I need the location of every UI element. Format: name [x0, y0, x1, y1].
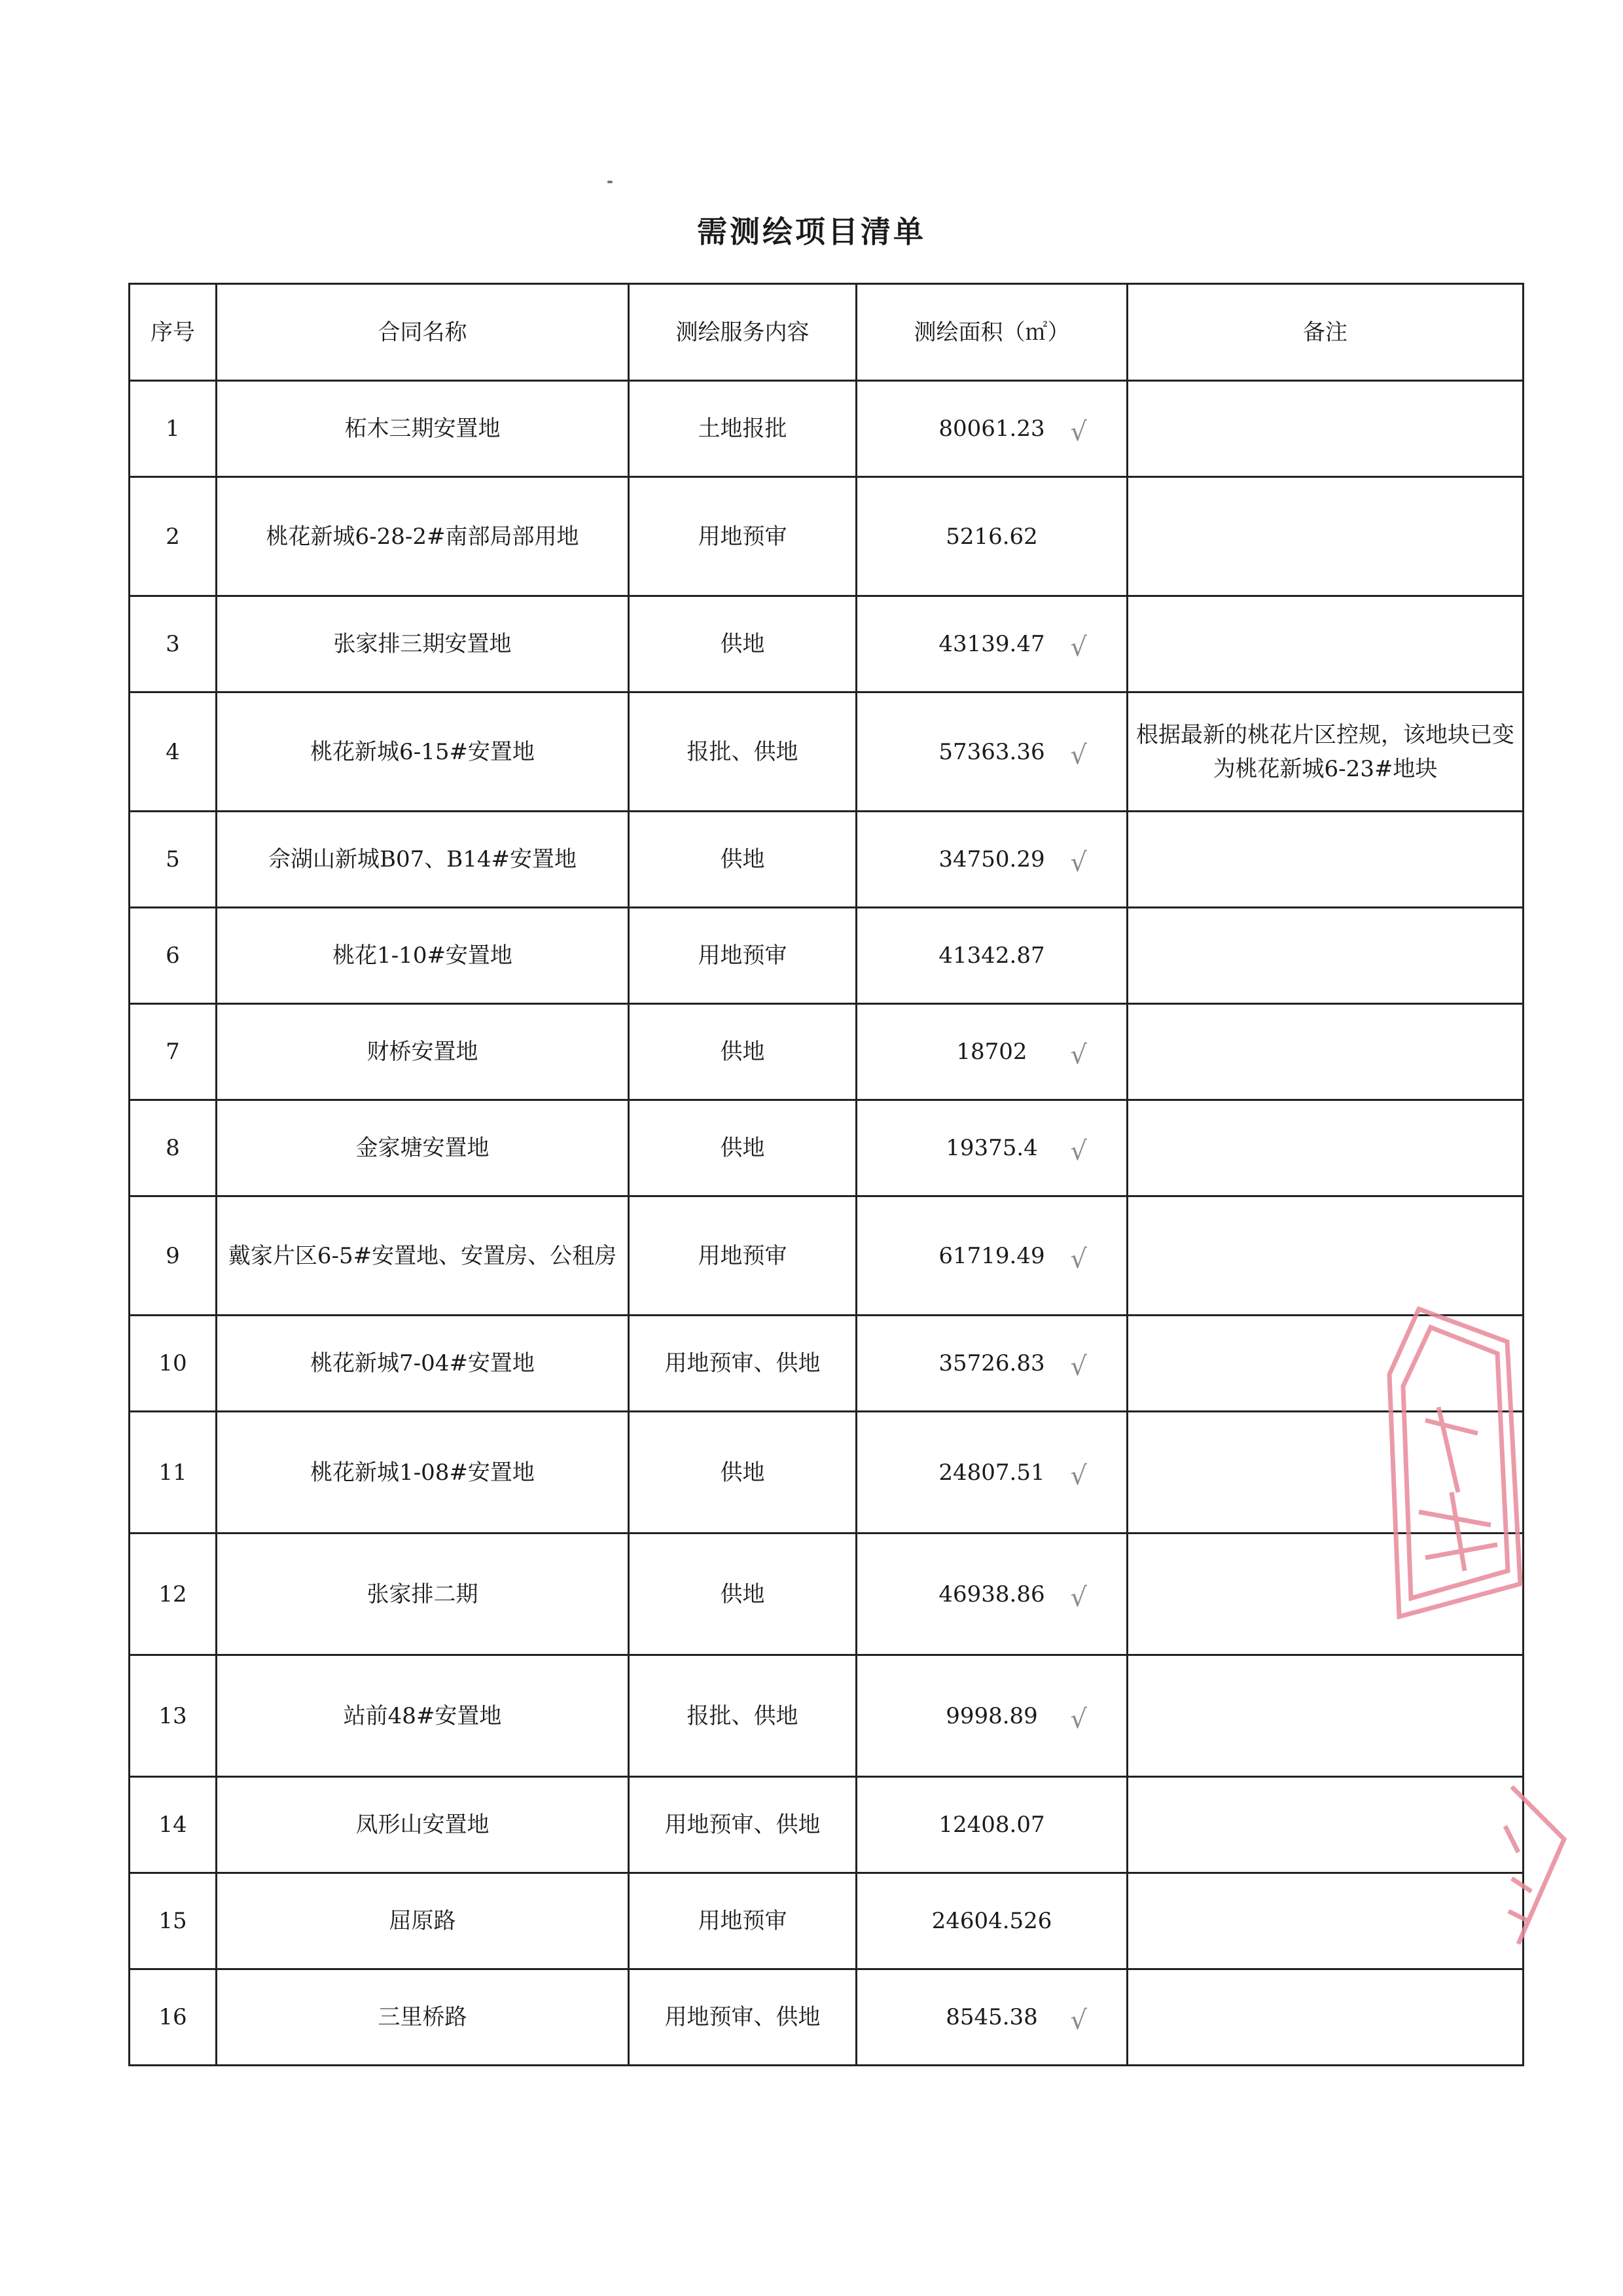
cell-contract-name: 桃花新城6-15#安置地	[217, 692, 629, 812]
cell-contract-name: 桃花新城7-04#安置地	[217, 1316, 629, 1412]
check-mark-icon: √	[1070, 417, 1087, 448]
cell-contract-name: 张家排三期安置地	[217, 596, 629, 692]
cell-contract-name: 财桥安置地	[217, 1004, 629, 1100]
cell-service-content: 用地预审、供地	[629, 1969, 857, 2066]
area-value: 8545.38	[946, 2004, 1038, 2030]
table-row	[130, 1534, 1524, 1655]
cell-remark	[1128, 1655, 1524, 1777]
cell-service-content: 供地	[629, 1534, 857, 1655]
cell-service-content: 土地报批	[629, 381, 857, 477]
cell-service-content: 报批、供地	[629, 692, 857, 812]
cell-area	[857, 1777, 1128, 1873]
cell-serial: 7	[130, 1004, 217, 1100]
cell-service-content: 供地	[629, 812, 857, 908]
area-value: 9998.89	[946, 1702, 1038, 1729]
cell-contract-name: 佘湖山新城B07、B14#安置地	[217, 812, 629, 908]
area-value: 12408.07	[938, 1812, 1045, 1838]
cell-contract-name: 桃花1-10#安置地	[217, 908, 629, 1004]
cell-service-content: 用地预审	[629, 477, 857, 596]
cell-remark	[1128, 1100, 1524, 1196]
table-row	[130, 1100, 1524, 1196]
cell-remark: 根据最新的桃花片区控规，该地块已变为桃花新城6-23#地块	[1128, 692, 1524, 812]
cell-remark	[1128, 1969, 1524, 2066]
cell-service-content: 供地	[629, 1004, 857, 1100]
header-service-content: 测绘服务内容	[629, 284, 857, 381]
cell-contract-name: 三里桥路	[217, 1969, 629, 2066]
check-mark-icon: √	[1070, 1352, 1087, 1382]
check-mark-icon: √	[1070, 1582, 1087, 1613]
header-serial: 序号	[130, 284, 217, 381]
cell-contract-name: 屈原路	[217, 1873, 629, 1969]
check-mark-icon: √	[1070, 1704, 1087, 1734]
table-row	[130, 477, 1524, 596]
cell-serial: 15	[130, 1873, 217, 1969]
page-title: 需测绘项目清单	[697, 214, 926, 249]
check-mark-icon: √	[1070, 1460, 1087, 1491]
cell-contract-name: 站前48#安置地	[217, 1655, 629, 1777]
table-row	[130, 596, 1524, 692]
cell-service-content: 用地预审、供地	[629, 1777, 857, 1873]
cell-area	[857, 1316, 1128, 1412]
area-value: 46938.86	[938, 1581, 1045, 1607]
table-row	[130, 1873, 1524, 1969]
cell-remark	[1128, 1412, 1524, 1534]
check-mark-icon: √	[1070, 632, 1087, 663]
cell-contract-name: 桃花新城1-08#安置地	[217, 1412, 629, 1534]
table-row	[130, 1655, 1524, 1777]
cell-area	[857, 596, 1128, 692]
cell-serial: 14	[130, 1777, 217, 1873]
cell-serial: 2	[130, 477, 217, 596]
area-value: 19375.4	[946, 1135, 1038, 1161]
cell-contract-name: 金家塘安置地	[217, 1100, 629, 1196]
check-mark-icon: √	[1070, 1040, 1087, 1071]
table-header-row	[130, 284, 1524, 381]
header-remark: 备注	[1128, 284, 1524, 381]
cell-area	[857, 1873, 1128, 1969]
cell-serial: 13	[130, 1655, 217, 1777]
table-row	[130, 381, 1524, 477]
cell-serial: 5	[130, 812, 217, 908]
cell-contract-name: 张家排二期	[217, 1534, 629, 1655]
cell-area	[857, 477, 1128, 596]
cell-contract-name: 柘木三期安置地	[217, 381, 629, 477]
cell-contract-name: 戴家片区6-5#安置地、安置房、公租房	[217, 1196, 629, 1316]
area-value: 18702	[956, 1039, 1027, 1065]
cell-remark	[1128, 596, 1524, 692]
cell-serial: 9	[130, 1196, 217, 1316]
table-row	[130, 1412, 1524, 1534]
cell-area	[857, 381, 1128, 477]
cell-service-content: 报批、供地	[629, 1655, 857, 1777]
table-row	[130, 1196, 1524, 1316]
cell-serial: 6	[130, 908, 217, 1004]
cell-remark	[1128, 477, 1524, 596]
cell-area	[857, 1412, 1128, 1534]
cell-service-content: 供地	[629, 596, 857, 692]
cell-contract-name: 桃花新城6-28-2#南部局部用地	[217, 477, 629, 596]
cell-remark	[1128, 812, 1524, 908]
cell-service-content: 供地	[629, 1412, 857, 1534]
cell-remark	[1128, 1873, 1524, 1969]
cell-remark	[1128, 1196, 1524, 1316]
cell-area	[857, 1655, 1128, 1777]
check-mark-icon: √	[1070, 1244, 1087, 1274]
cell-service-content: 供地	[629, 1100, 857, 1196]
area-value: 24807.51	[938, 1459, 1045, 1486]
check-mark-icon: √	[1070, 2005, 1087, 2036]
table-row	[130, 812, 1524, 908]
area-value: 57363.36	[938, 738, 1045, 765]
header-area: 测绘面积（㎡）	[857, 284, 1128, 381]
area-value: 35726.83	[938, 1350, 1045, 1376]
cell-service-content: 用地预审	[629, 1873, 857, 1969]
table-row	[130, 1316, 1524, 1412]
cell-serial: 1	[130, 381, 217, 477]
cell-area	[857, 692, 1128, 812]
cell-remark	[1128, 1534, 1524, 1655]
table-row	[130, 1004, 1524, 1100]
cell-remark	[1128, 381, 1524, 477]
cell-service-content: 用地预审	[629, 1196, 857, 1316]
area-value: 61719.49	[938, 1242, 1045, 1269]
check-mark-icon: √	[1070, 740, 1087, 770]
header-contract-name: 合同名称	[217, 284, 629, 381]
area-value: 43139.47	[938, 631, 1045, 657]
check-mark-icon: √	[1070, 1136, 1087, 1167]
cell-area	[857, 908, 1128, 1004]
cell-area	[857, 1004, 1128, 1100]
check-mark-icon: √	[1070, 848, 1087, 878]
cell-serial: 11	[130, 1412, 217, 1534]
cell-serial: 16	[130, 1969, 217, 2066]
cell-area	[857, 1534, 1128, 1655]
cell-remark	[1128, 908, 1524, 1004]
table-body	[130, 381, 1524, 2066]
cell-area	[857, 1969, 1128, 2066]
cell-area	[857, 1100, 1128, 1196]
cell-remark	[1128, 1316, 1524, 1412]
cell-serial: 12	[130, 1534, 217, 1655]
table-row	[130, 1969, 1524, 2066]
table-row	[130, 692, 1524, 812]
cell-contract-name: 凤形山安置地	[217, 1777, 629, 1873]
table-row	[130, 1777, 1524, 1873]
area-value: 41342.87	[938, 942, 1045, 969]
cell-service-content: 用地预审、供地	[629, 1316, 857, 1412]
cell-service-content: 用地预审	[629, 908, 857, 1004]
area-value: 34750.29	[938, 846, 1045, 872]
survey-table	[128, 283, 1524, 2066]
cell-remark	[1128, 1777, 1524, 1873]
cell-serial: 3	[130, 596, 217, 692]
scan-speck	[607, 181, 613, 183]
cell-serial: 4	[130, 692, 217, 812]
cell-remark	[1128, 1004, 1524, 1100]
table-row	[130, 908, 1524, 1004]
cell-serial: 8	[130, 1100, 217, 1196]
area-value: 5216.62	[946, 523, 1038, 550]
area-value: 24604.526	[931, 1908, 1052, 1934]
cell-serial: 10	[130, 1316, 217, 1412]
cell-area	[857, 1196, 1128, 1316]
cell-area	[857, 812, 1128, 908]
area-value: 80061.23	[938, 416, 1045, 442]
